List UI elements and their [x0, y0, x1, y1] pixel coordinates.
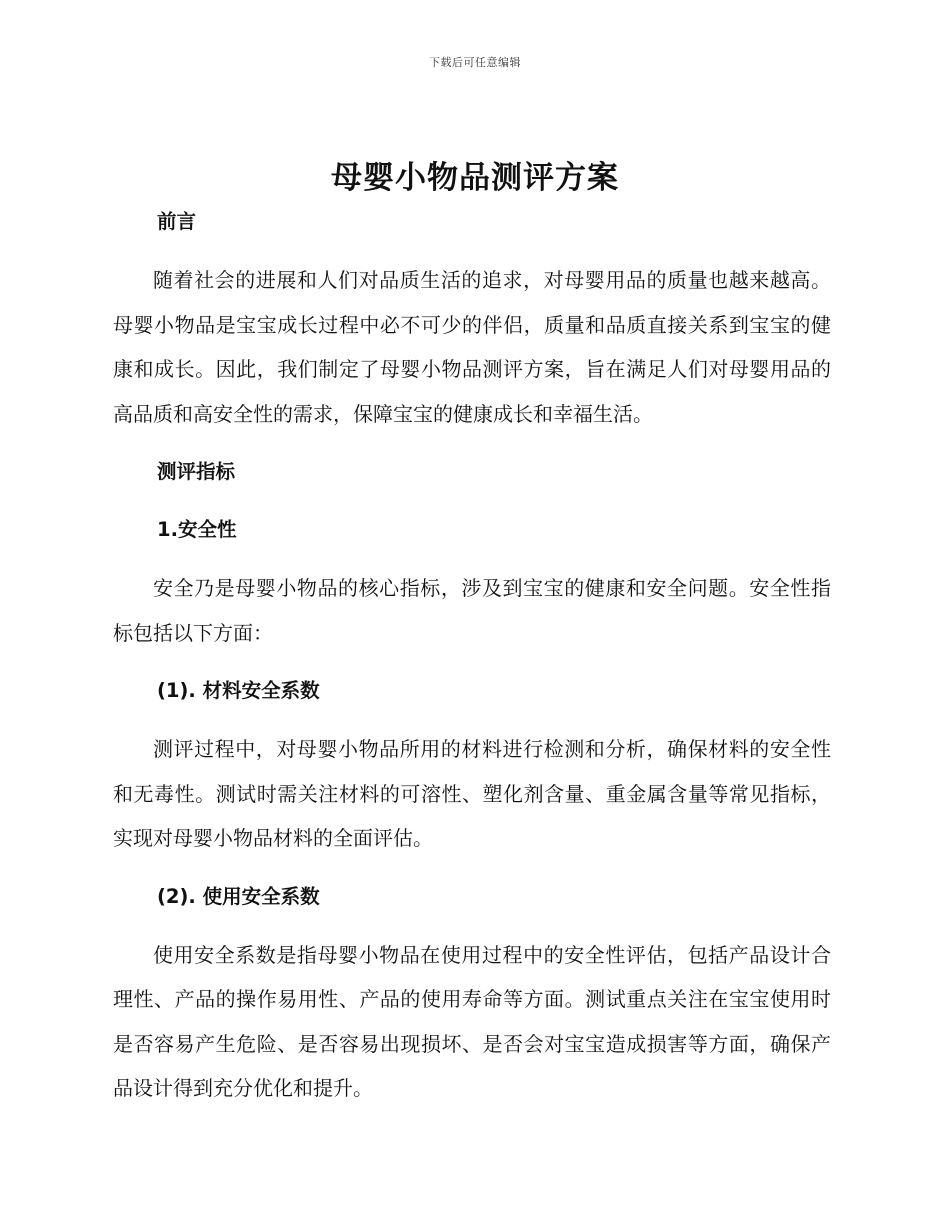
- material-safety-paragraph: 测评过程中，对母婴小物品所用的材料进行检测和分析，确保材料的安全性和无毒性。测试时需关注材料的可溶性、塑化剂含量、重金属含量等常见指标，实现对母婴小物品材料的全面评估。: [113, 737, 831, 850]
- indicators-heading: 测评指标: [157, 460, 236, 483]
- preface-heading: 前言: [157, 210, 197, 233]
- usage-safety-heading: (2). 使用安全系数: [157, 884, 320, 908]
- material-safety-heading: (1). 材料安全系数: [157, 679, 320, 702]
- safety-heading: 1.安全性: [157, 518, 237, 541]
- usage-safety-paragraph: 使用安全系数是指母婴小物品在使用过程中的安全性评估，包括产品设计合理性、产品的操作易用性、产品的使用寿命等方面。测试重点关注在宝宝使用时是否容易产生危险、是否容易出现损坏、是否会对宝宝造成损害等方面，确保产品设计得到充分优化和提升。: [113, 942, 831, 1100]
- safety-paragraph: 安全乃是母婴小物品的核心指标，涉及到宝宝的健康和安全问题。安全性指标包括以下方面：: [113, 576, 831, 645]
- preface-paragraph: 随着社会的进展和人们对品质生活的追求，对母婴用品的质量也越来越高。母婴小物品是宝宝成长过程中必不可少的伴侣，质量和品质直接关系到宝宝的健康和成长。因此，我们制定了母婴小物品测评方案，旨在满足人们对母婴用品的高品质和高安全性的需求，保障宝宝的健康成长和幸福生活。: [113, 268, 831, 426]
- page-header-note: 下载后可任意编辑: [429, 56, 521, 69]
- document-title: 母婴小物品测评方案: [331, 160, 619, 196]
- document-body: [113, 200, 831, 1111]
